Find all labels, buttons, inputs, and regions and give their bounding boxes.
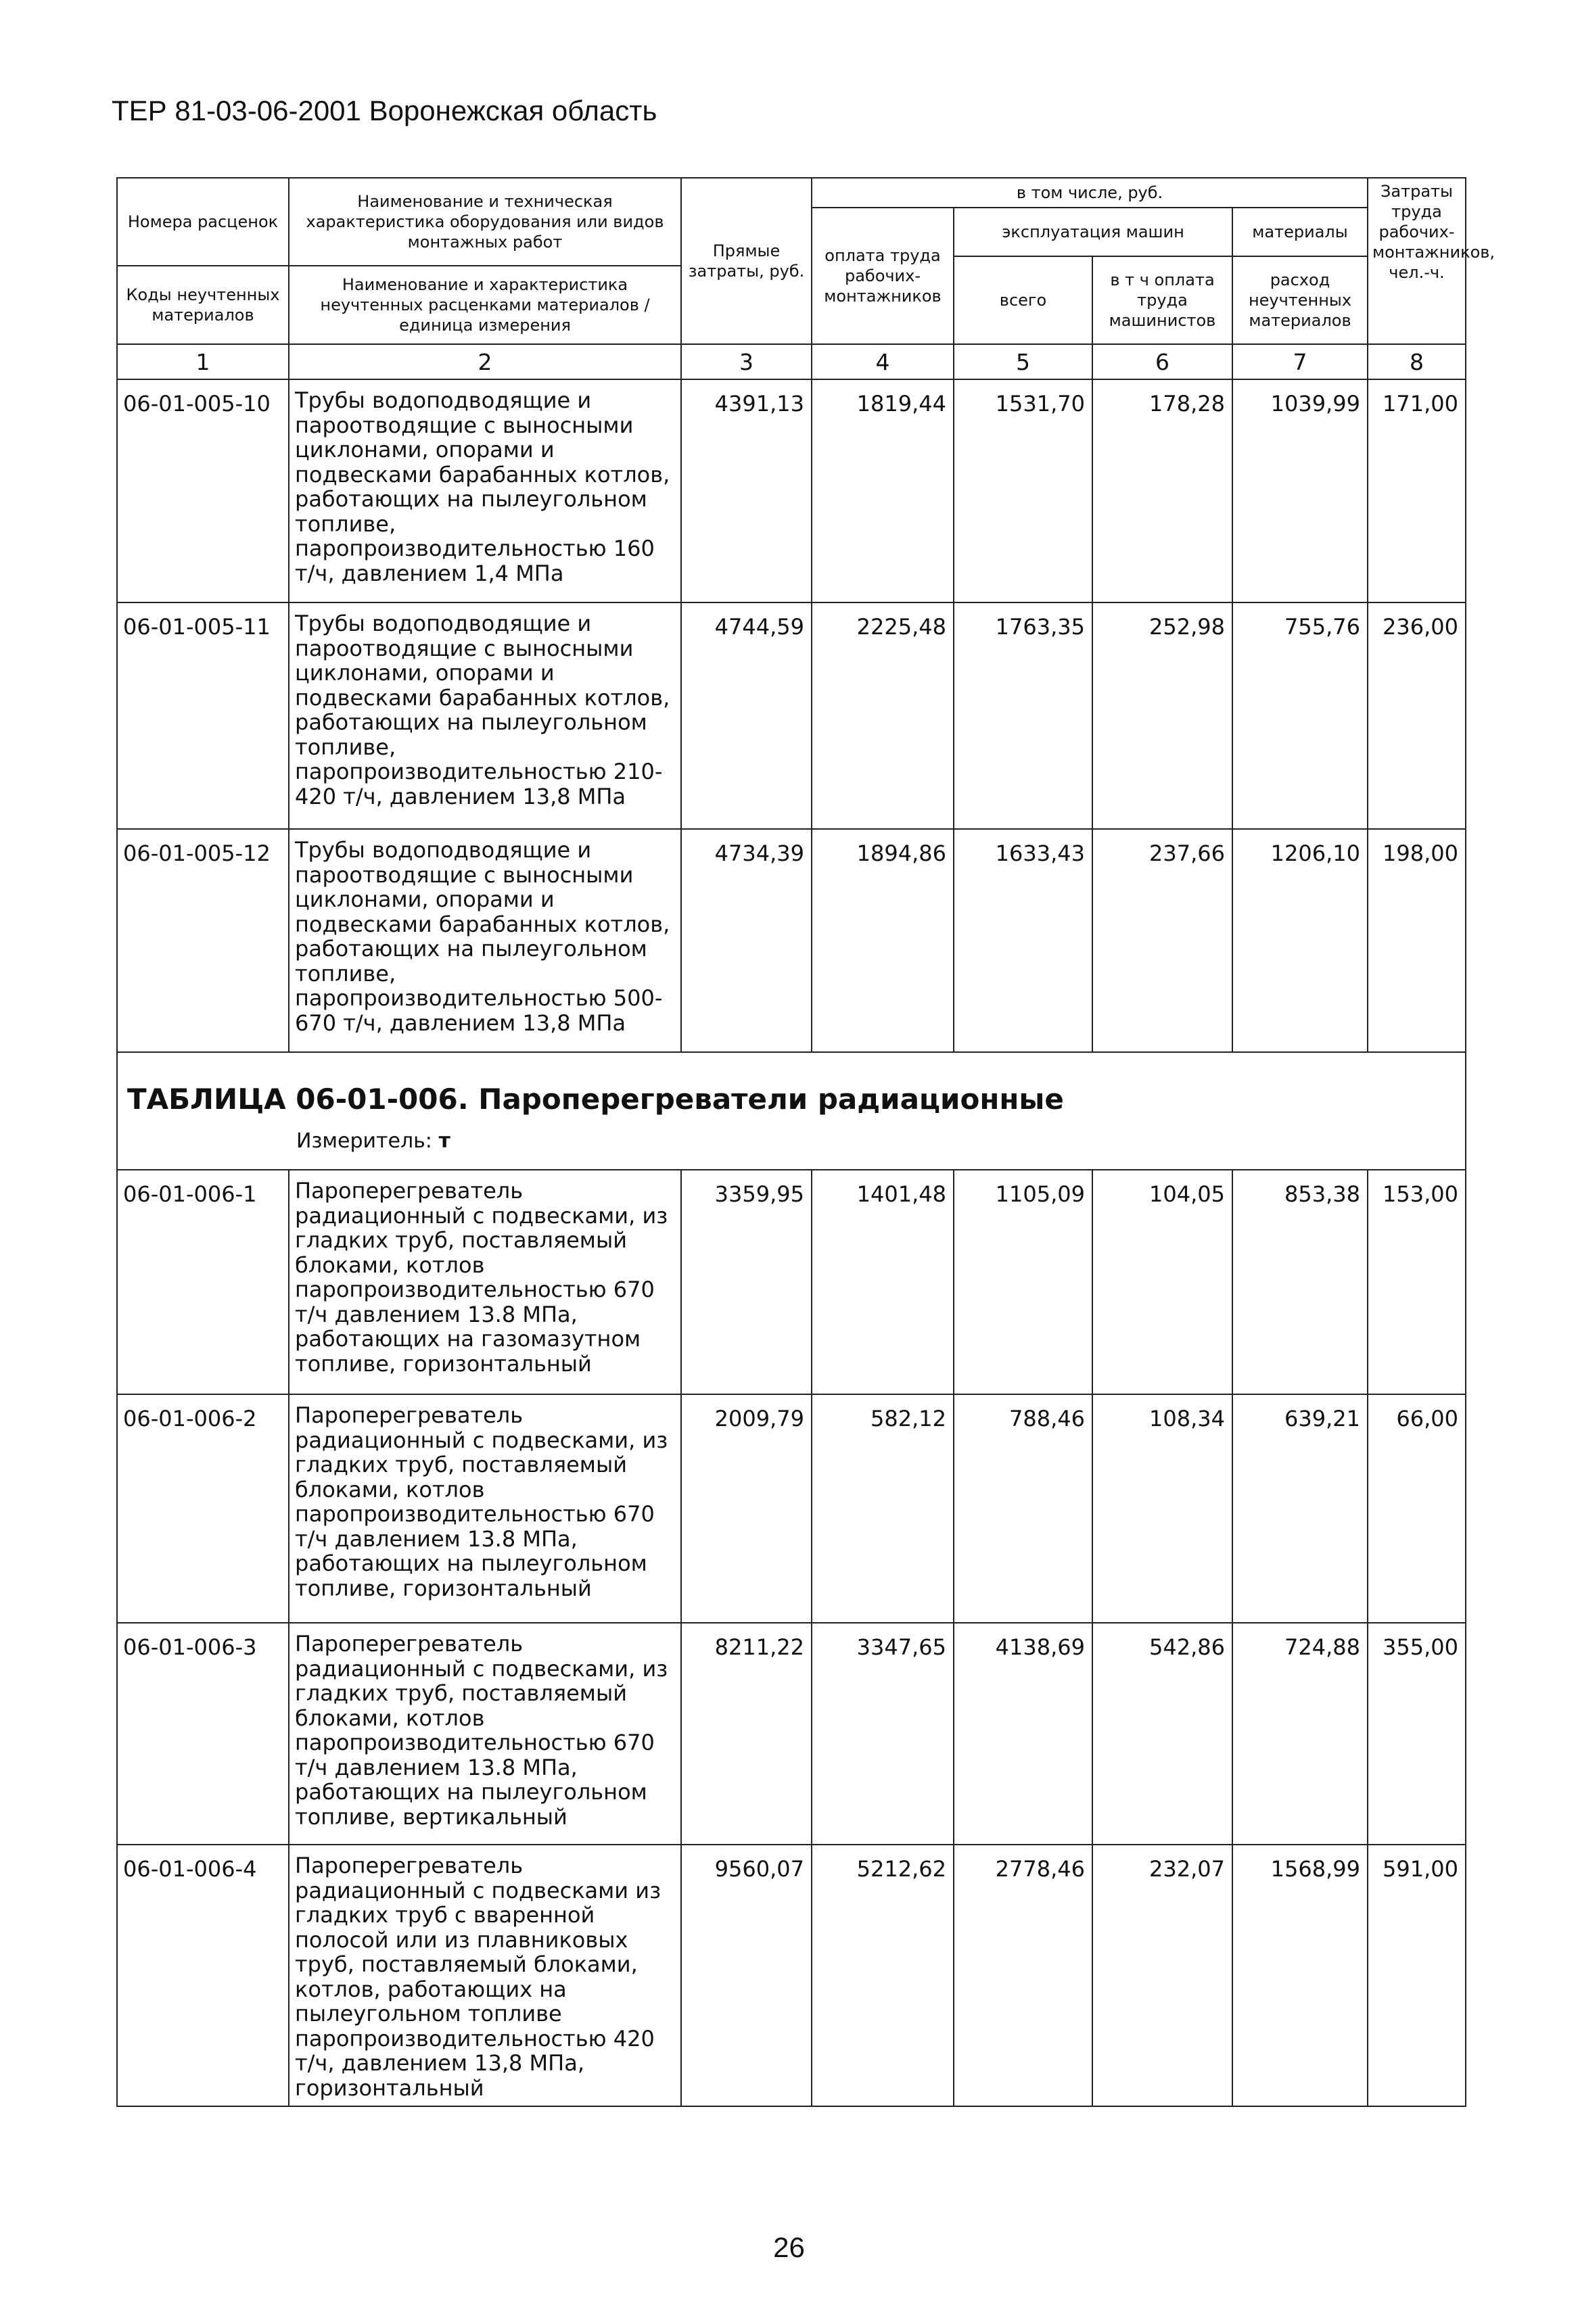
labor-hours-value: 591,00 — [1368, 1845, 1466, 2106]
labor-hours-value: 198,00 — [1368, 829, 1466, 1052]
table-row — [117, 1845, 1466, 2106]
table-row — [117, 1170, 1466, 1394]
rate-description: Трубы водоподводящие и пароотводящие с выносными циклонами, опорами и подвесками барабанных котлов, работающих на пылеугольном топливе, паропроизводительностью 500-670 т/ч, давлением 13,8 МПа — [289, 829, 681, 1052]
machinists-value: 104,05 — [1092, 1170, 1232, 1394]
header-cell-codes-top: Номера расценок — [117, 178, 289, 266]
table-row — [117, 379, 1466, 602]
machinists-value: 252,98 — [1092, 602, 1232, 829]
labor-pay-value: 5212,62 — [812, 1845, 954, 2106]
machinists-value: 237,66 — [1092, 829, 1232, 1052]
header-cell-machines-total: всего — [954, 256, 1092, 344]
measurement-unit — [118, 1116, 1465, 1162]
machines-value: 1531,70 — [954, 379, 1092, 602]
rate-code: 06-01-005-10 — [117, 379, 289, 602]
rates-table — [116, 177, 1495, 2107]
labor-hours-value: 355,00 — [1368, 1623, 1466, 1845]
column-number: 8 — [1368, 344, 1466, 379]
labor-pay-value: 3347,65 — [812, 1623, 954, 1845]
column-number: 4 — [812, 344, 954, 379]
rate-description: Пароперегреватель радиационный с подвесками, из гладких труб, поставляемый блоками, котлов паропроизводительностью 670 т/ч давлением 13.8 МПа, работающих на пылеугольном топливе, вертикальный — [289, 1623, 681, 1845]
machines-value: 788,46 — [954, 1394, 1092, 1623]
rate-description: Пароперегреватель радиационный с подвесками, из гладких труб, поставляемый блоками, котлов паропроизводительностью 670 т/ч давлением 13.8 МПа, работающих на газомазутном топливе, горизонтальный — [289, 1170, 681, 1394]
labor-pay-value: 2225,48 — [812, 602, 954, 829]
rate-description: Трубы водоподводящие и пароотводящие с выносными циклонами, опорами и подвесками барабанных котлов, работающих на пылеугольном топливе, паропроизводительностью 210-420 т/ч, давлением 13,8 МПа — [289, 602, 681, 829]
direct-costs-value: 9560,07 — [681, 1845, 812, 2106]
rate-description: Трубы водоподводящие и пароотводящие с выносными циклонами, опорами и подвесками барабанных котлов, работающих на пылеугольном топливе, паропроизводительностью 160 т/ч, давлением 1,4 МПа — [289, 379, 681, 602]
header-cell-codes-bottom: Коды неучтенных материалов — [117, 266, 289, 344]
table-row — [117, 1623, 1466, 1845]
direct-costs-value: 4734,39 — [681, 829, 812, 1052]
machinists-value: 542,86 — [1092, 1623, 1232, 1845]
column-number: 7 — [1232, 344, 1368, 379]
materials-value: 1568,99 — [1232, 1845, 1368, 2106]
table-row — [117, 829, 1466, 1052]
direct-costs-value: 3359,95 — [681, 1170, 812, 1394]
header-cell-machine-group: эксплуатация машин — [954, 208, 1232, 256]
materials-value: 755,76 — [1232, 602, 1368, 829]
labor-pay-value: 1401,48 — [812, 1170, 954, 1394]
measurement-unit-value: т — [438, 1129, 450, 1153]
section-header — [117, 1052, 1466, 1170]
header-cell-materials-group: материалы — [1232, 208, 1368, 256]
section-header-row — [117, 1052, 1466, 1170]
materials-value: 853,38 — [1232, 1170, 1368, 1394]
direct-costs-value: 2009,79 — [681, 1394, 812, 1623]
column-number: 6 — [1092, 344, 1232, 379]
direct-costs-value: 8211,22 — [681, 1623, 812, 1845]
rate-description: Пароперегреватель радиационный с подвесками из гладких труб с вваренной полосой или из плавниковых труб, поставляемый блоками, котлов, работающих на пылеугольном топливе паропроизводительностью 420 т/ч, давлением 13,8 МПа, горизонтальный — [289, 1845, 681, 2106]
measurement-unit-label: Измеритель: — [296, 1129, 432, 1153]
column-number: 2 — [289, 344, 681, 379]
header-cell-name-top: Наименование и техническая характеристика оборудования или видов монтажных работ — [289, 178, 681, 266]
materials-value: 724,88 — [1232, 1623, 1368, 1845]
rate-description: Пароперегреватель радиационный с подвесками, из гладких труб, поставляемый блоками, котлов паропроизводительностью 670 т/ч давлением 13.8 МПа, работающих на пылеугольном топливе, горизонтальный — [289, 1394, 681, 1623]
header-cell-unaccounted-materials: расход неучтенных материалов — [1232, 256, 1368, 344]
document-title: ТЕР 81-03-06-2001 Воронежская область — [112, 95, 657, 126]
machines-value: 1633,43 — [954, 829, 1092, 1052]
header-cell-machinists-pay: в т ч оплата труда машинистов — [1092, 256, 1232, 344]
labor-hours-value: 236,00 — [1368, 602, 1466, 829]
header-cell-labor-pay: оплата труда рабочих-монтажников — [812, 208, 954, 344]
rate-code: 06-01-005-11 — [117, 602, 289, 829]
labor-pay-value: 1819,44 — [812, 379, 954, 602]
labor-pay-value: 582,12 — [812, 1394, 954, 1623]
direct-costs-value: 4744,59 — [681, 602, 812, 829]
header-cell-direct-costs: Прямые затраты, руб. — [681, 178, 812, 344]
page-number: 26 — [773, 2231, 805, 2263]
column-number: 1 — [117, 344, 289, 379]
machinists-value: 178,28 — [1092, 379, 1232, 602]
labor-hours-value: 171,00 — [1368, 379, 1466, 602]
labor-hours-value: 66,00 — [1368, 1394, 1466, 1623]
section-heading: ТАБЛИЦА 06-01-006. Пароперегреватели радиационные — [127, 1083, 1064, 1116]
machinists-value: 108,34 — [1092, 1394, 1232, 1623]
header-cell-name-bottom: Наименование и характеристика неучтенных расценками материалов / единица измерения — [289, 266, 681, 344]
rate-code: 06-01-006-3 — [117, 1623, 289, 1845]
column-number-row — [117, 344, 1466, 379]
machines-value: 1105,09 — [954, 1170, 1092, 1394]
rate-code: 06-01-006-2 — [117, 1394, 289, 1623]
header-cell-including-group: в том числе, руб. — [812, 178, 1368, 208]
machinists-value: 232,07 — [1092, 1845, 1232, 2106]
materials-value: 1206,10 — [1232, 829, 1368, 1052]
rate-code: 06-01-006-1 — [117, 1170, 289, 1394]
rate-code: 06-01-006-4 — [117, 1845, 289, 2106]
table-row — [117, 602, 1466, 829]
rate-code: 06-01-005-12 — [117, 829, 289, 1052]
machines-value: 1763,35 — [954, 602, 1092, 829]
table-row — [117, 1394, 1466, 1623]
labor-hours-value: 153,00 — [1368, 1170, 1466, 1394]
materials-value: 1039,99 — [1232, 379, 1368, 602]
labor-pay-value: 1894,86 — [812, 829, 954, 1052]
materials-value: 639,21 — [1232, 1394, 1368, 1623]
header-cell-labor-hours: Затраты труда рабочих-монтажников, чел.-ч. — [1368, 178, 1466, 344]
machines-value: 4138,69 — [954, 1623, 1092, 1845]
machines-value: 2778,46 — [954, 1845, 1092, 2106]
direct-costs-value: 4391,13 — [681, 379, 812, 602]
column-number: 5 — [954, 344, 1092, 379]
column-number: 3 — [681, 344, 812, 379]
